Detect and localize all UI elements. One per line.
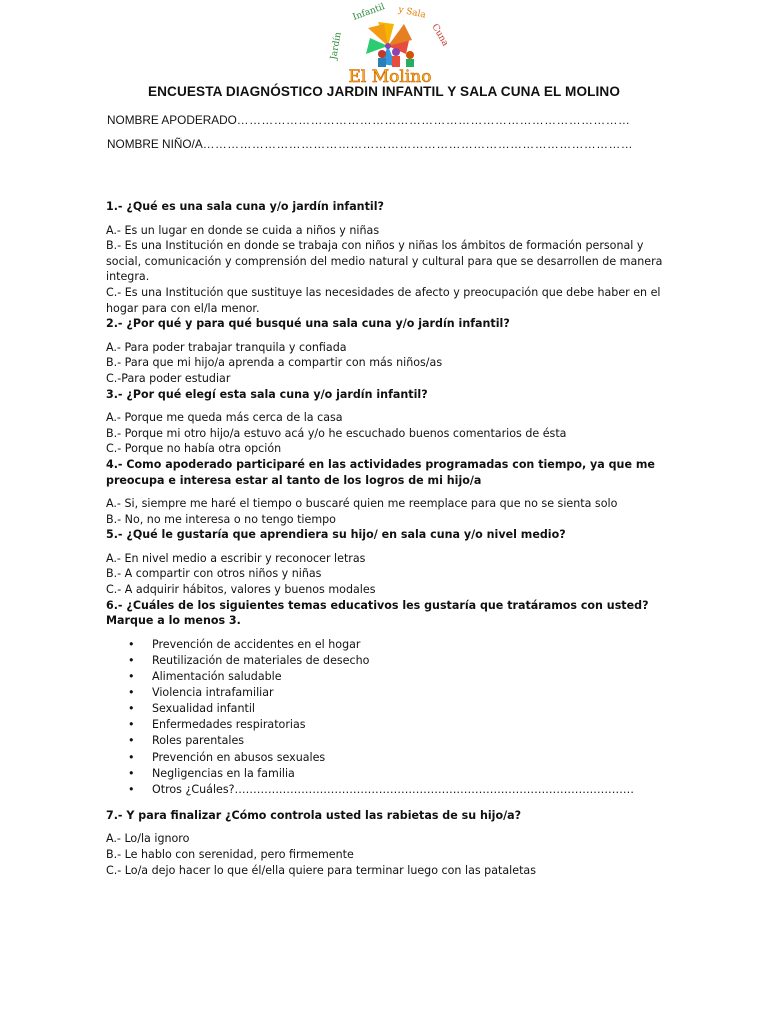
q5-option-a: A.- En nivel medio a escribir y reconocer letras bbox=[106, 551, 366, 565]
svg-text:Cuna: Cuna bbox=[429, 22, 450, 49]
q3-option-a: A.- Porque me queda más cerca de la casa bbox=[106, 411, 343, 425]
q3-option-b: B.- Porque mi otro hijo/a estuvo acá y/o he escuchado buenos comentarios de ésta bbox=[106, 426, 567, 440]
q1-option-b: B.- Es una Institución en donde se trabaja con niños y niñas los ámbitos de formación personal y social, comunicación y comprensión del medio natural y cultural para que se desarrollen de manera integra. bbox=[106, 239, 663, 284]
q1-option-c: C.- Es una Institución que sustituye las necesidades de afecto y preocupación que debe haber en el hogar para con el/la menor. bbox=[106, 285, 661, 315]
topic-item: • Enfermedades respiratorias bbox=[128, 717, 666, 733]
q4-option-b: B.- No, no me interesa o no tengo tiempo bbox=[106, 512, 336, 526]
bullet-icon: • bbox=[128, 750, 135, 764]
bullet-icon: • bbox=[128, 718, 135, 732]
q7-option-a: A.- Lo/la ignoro bbox=[106, 832, 190, 846]
topic-item: • Negligencias en la familia bbox=[128, 766, 666, 782]
q2-option-b: B.- Para que mi hijo/a aprenda a compartir con más niños/as bbox=[106, 356, 443, 370]
el-molino-logo bbox=[320, 2, 460, 86]
child-name-dots: …………………………………………………………………………………………… bbox=[202, 137, 634, 151]
question-7: 7.- Y para finalizar ¿Cómo controla usted las rabietas de su hijo/a? bbox=[106, 808, 522, 822]
question-3: 3.- ¿Por qué elegí esta sala cuna y/o jardín infantil? bbox=[106, 387, 428, 401]
topic-item: • Prevención de accidentes en el hogar bbox=[128, 637, 666, 653]
guardian-name-line bbox=[107, 113, 647, 127]
q2-option-a: A.- Para poder trabajar tranquila y confiada bbox=[106, 340, 347, 354]
q2-option-c: C.-Para poder estudiar bbox=[106, 371, 231, 385]
guardian-name-dots: …………………………………………………………………………………… bbox=[236, 113, 631, 127]
svg-text:Jardín: Jardín bbox=[329, 31, 344, 61]
bullet-icon: • bbox=[128, 782, 135, 796]
bullet-icon: • bbox=[128, 734, 135, 748]
pinwheel-icon bbox=[366, 22, 412, 66]
child-name-label: NOMBRE NIÑO/A bbox=[107, 137, 203, 151]
logo-title: El Molino bbox=[348, 67, 432, 86]
question-2: 2.- ¿Por qué y para qué busqué una sala cuna y/o jardín infantil? bbox=[106, 317, 510, 331]
question-4: 4.- Como apoderado participaré en las actividades programadas con tiempo, ya que me preocupa e interesa estar al tanto de los logros de mi hijo/a bbox=[106, 457, 655, 487]
q5-option-b: B.- A compartir con otros niños y niñas bbox=[106, 567, 322, 581]
question-1: 1.- ¿Qué es una sala cuna y/o jardín infantil? bbox=[106, 200, 384, 213]
q7-option-b: B.- Le hablo con serenidad, pero firmemente bbox=[106, 847, 354, 861]
svg-text:Infantil: Infantil bbox=[351, 2, 387, 23]
bullet-icon: • bbox=[128, 686, 135, 700]
page-title: ENCUESTA DIAGNÓSTICO JARDIN INFANTIL Y SALA CUNA EL MOLINO bbox=[147, 84, 621, 99]
q3-option-c: C.- Porque no había otra opción bbox=[106, 442, 282, 456]
topic-item: • Prevención en abusos sexuales bbox=[128, 750, 666, 766]
bullet-icon: • bbox=[128, 766, 135, 780]
topics-list bbox=[106, 637, 666, 798]
child-name-line bbox=[107, 137, 647, 151]
bullet-icon: • bbox=[128, 670, 135, 684]
q5-option-c: C.- A adquirir hábitos, valores y buenos modales bbox=[106, 583, 376, 597]
topic-item: • Reutilización de materiales de desecho bbox=[128, 653, 666, 669]
guardian-name-label: NOMBRE APODERADO bbox=[107, 113, 237, 127]
question-6: 6.- ¿Cuáles de los siguientes temas educativos les gustaría que tratáramos con usted? Marque a lo menos 3. bbox=[106, 598, 649, 628]
topic-item-other: • Otros ¿Cuáles?……………………………………………………………………………………………… bbox=[128, 782, 666, 798]
bullet-icon: • bbox=[128, 702, 135, 716]
topic-item: • Violencia intrafamiliar bbox=[128, 685, 666, 701]
q1-option-a: A.- Es un lugar en donde se cuida a niños y niñas bbox=[106, 223, 380, 237]
bullet-icon: • bbox=[128, 653, 135, 667]
question-5: 5.- ¿Qué le gustaría que aprendiera su hijo/ en sala cuna y/o nivel medio? bbox=[106, 528, 566, 542]
topic-item: • Alimentación saludable bbox=[128, 669, 666, 685]
bullet-icon: • bbox=[128, 637, 135, 651]
topic-item: • Roles parentales bbox=[128, 733, 666, 749]
q7-option-c: C.- Lo/a dejo hacer lo que él/ella quiere para terminar luego con las pataletas bbox=[106, 863, 536, 877]
survey-body bbox=[106, 199, 666, 878]
children-icon bbox=[378, 48, 414, 67]
topic-item: • Sexualidad infantil bbox=[128, 701, 666, 717]
svg-text:y Sala: y Sala bbox=[397, 5, 427, 21]
q4-option-a: A.- Si, siempre me haré el tiempo o buscaré quien me reemplace para que no se sienta solo bbox=[106, 497, 618, 511]
